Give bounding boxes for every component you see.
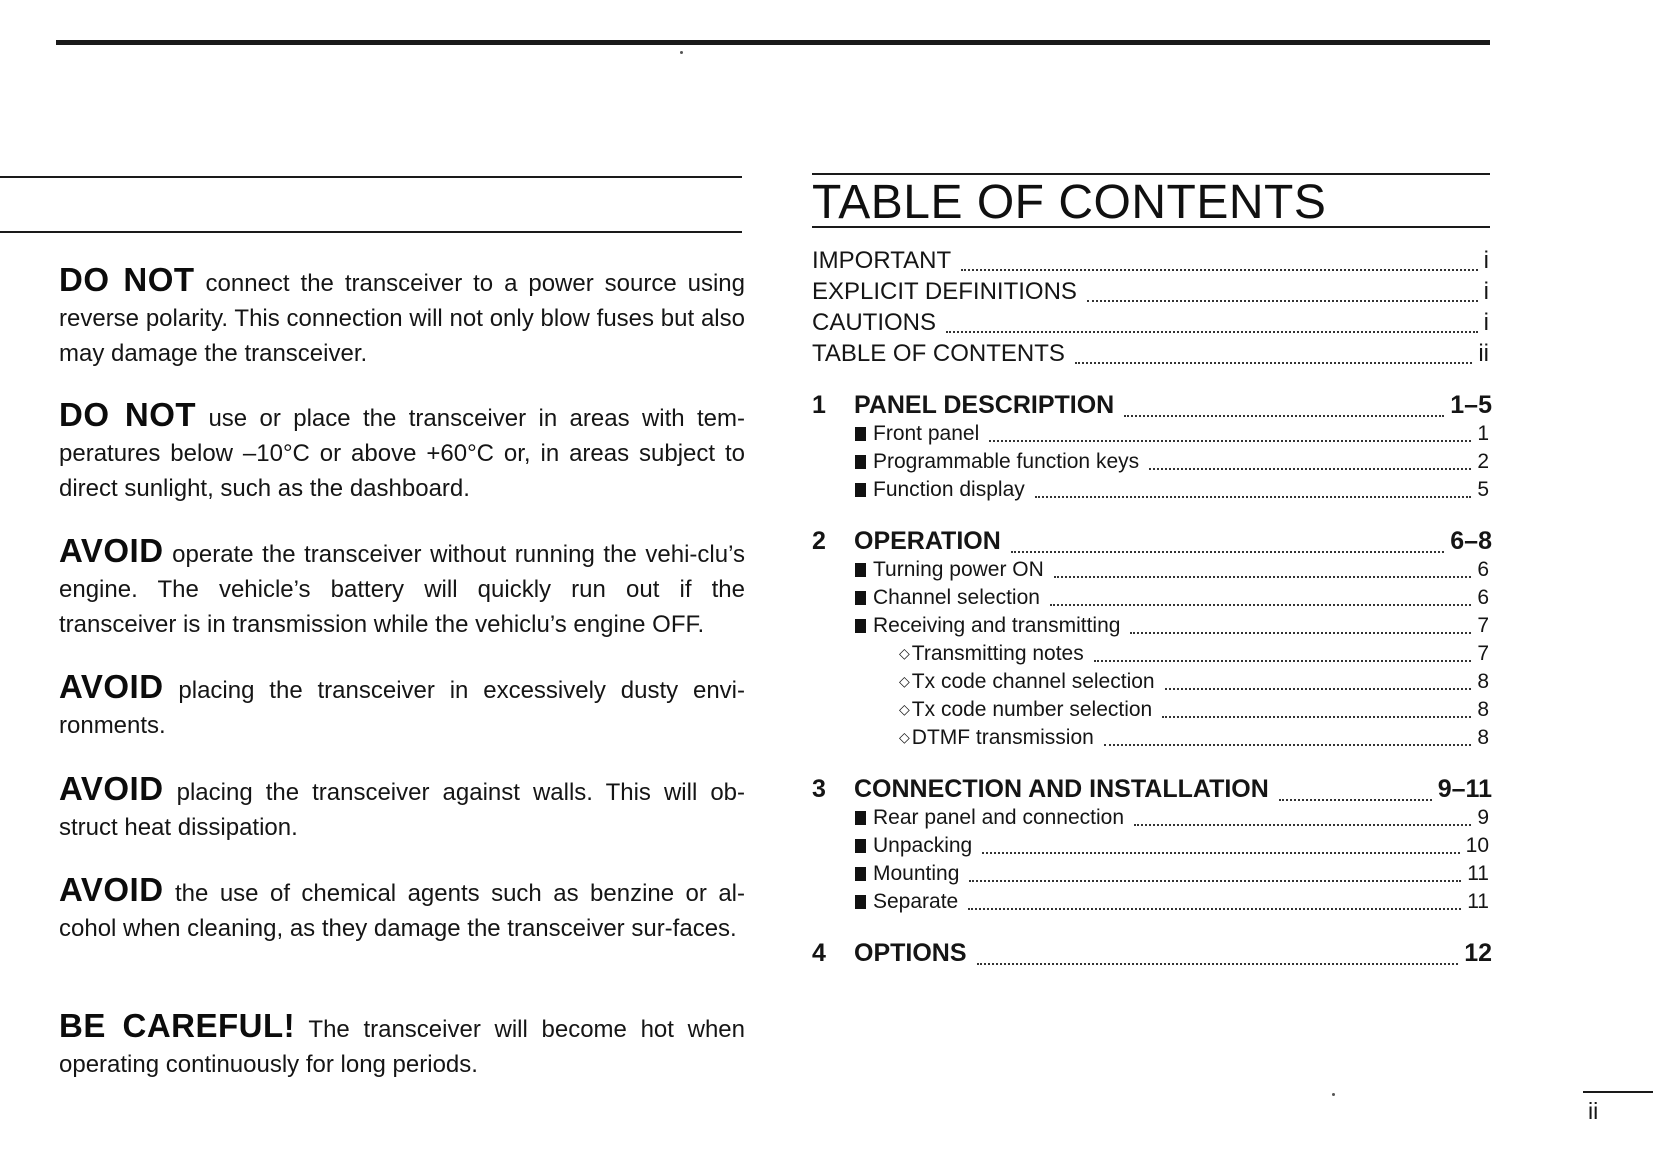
section-label: Unpacking bbox=[873, 834, 973, 857]
dot-leader bbox=[977, 963, 1459, 965]
caution-text: operate the transceiver without running the vehi-clu’s engine. The vehicle’s battery will quickly run out if the transceiver is in transmission while the vehiclu’s engine OFF. bbox=[59, 541, 745, 638]
section-label: Rear panel and connection bbox=[873, 806, 1125, 829]
toc-subsection[interactable] bbox=[899, 670, 1489, 696]
caution-text: the use of chemical agents such as benzine or al-cohol when cleaning, as they damage the transceiver sur-faces. bbox=[59, 880, 746, 942]
chapter-number: 1 bbox=[812, 391, 826, 419]
toc-entry-label: CAUTIONS bbox=[812, 309, 937, 336]
square-bullet-icon bbox=[855, 619, 866, 633]
section-page: 2 bbox=[1477, 450, 1489, 473]
dot-leader bbox=[1011, 551, 1445, 553]
toc-chapter[interactable] bbox=[812, 527, 1492, 559]
chapter-title: CONNECTION AND INSTALLATION bbox=[854, 775, 1269, 803]
toc-header-rule-top bbox=[812, 173, 1490, 175]
caution-text: The transceiver will become hot when operating continuously for long periods. bbox=[59, 1016, 745, 1078]
dot-leader bbox=[1162, 716, 1471, 718]
caution-text: placing the transceiver against walls. This will ob-struct heat dissipation. bbox=[59, 779, 745, 841]
dot-leader bbox=[969, 880, 1461, 882]
diamond-bullet-icon: ◇ bbox=[899, 673, 910, 689]
caution-text: placing the transceiver in excessively dusty envi-ronments. bbox=[59, 677, 745, 739]
caution-keyword: AVOID bbox=[59, 532, 164, 569]
dot-leader bbox=[961, 269, 1478, 271]
section-label: Front panel bbox=[873, 422, 980, 445]
dot-leader bbox=[989, 440, 1471, 442]
caution-text: connect the transceiver to a power source using reverse polarity. This connection will not only blow fuses but also may damage the transceiver. bbox=[59, 270, 745, 367]
page-number-rule bbox=[1583, 1091, 1653, 1093]
dot-leader bbox=[1165, 688, 1472, 690]
chapter-number: 4 bbox=[812, 939, 826, 967]
dot-leader bbox=[1035, 496, 1472, 498]
toc-chapter[interactable] bbox=[812, 391, 1492, 423]
left-header-rule-bottom bbox=[0, 231, 742, 233]
chapter-number: 3 bbox=[812, 775, 826, 803]
toc-subsection[interactable] bbox=[899, 726, 1489, 752]
section-label: Mounting bbox=[873, 862, 960, 885]
toc-entry[interactable] bbox=[812, 247, 1489, 277]
caution-keyword: AVOID bbox=[59, 668, 164, 705]
scan-speck bbox=[680, 51, 683, 54]
toc-entry[interactable] bbox=[812, 309, 1489, 339]
subsection-label: DTMF transmission bbox=[911, 726, 1094, 749]
page-number: ii bbox=[1588, 1098, 1599, 1124]
toc-entry-label: EXPLICIT DEFINITIONS bbox=[812, 278, 1077, 305]
caution-keyword: AVOID bbox=[59, 770, 164, 807]
toc-subsection[interactable] bbox=[899, 698, 1489, 724]
dot-leader bbox=[1134, 824, 1471, 826]
dot-leader bbox=[946, 331, 1478, 333]
dot-leader bbox=[1094, 660, 1472, 662]
toc-entry-page: i bbox=[1483, 309, 1489, 336]
section-page: 11 bbox=[1467, 890, 1489, 913]
caution-keyword: DO NOT bbox=[59, 396, 197, 433]
toc-entry-page: i bbox=[1483, 278, 1489, 305]
chapter-pages: 9–11 bbox=[1437, 775, 1492, 803]
section-page: 10 bbox=[1465, 834, 1489, 857]
toc-section[interactable] bbox=[855, 614, 1489, 640]
toc-chapter[interactable] bbox=[812, 939, 1492, 971]
section-page: 9 bbox=[1477, 806, 1489, 829]
chapter-pages: 1–5 bbox=[1450, 391, 1492, 419]
square-bullet-icon bbox=[855, 839, 866, 853]
diamond-bullet-icon: ◇ bbox=[899, 701, 910, 717]
square-bullet-icon bbox=[855, 455, 866, 469]
subsection-page: 7 bbox=[1477, 642, 1489, 665]
square-bullet-icon bbox=[855, 563, 866, 577]
section-label: Separate bbox=[873, 890, 959, 913]
toc-entry[interactable] bbox=[812, 340, 1489, 370]
left-header-rule-top bbox=[0, 176, 742, 178]
dot-leader bbox=[1050, 604, 1471, 606]
toc-section[interactable] bbox=[855, 806, 1489, 832]
toc-entry[interactable] bbox=[812, 278, 1489, 308]
dot-leader bbox=[1149, 468, 1471, 470]
dot-leader bbox=[1130, 632, 1471, 634]
square-bullet-icon bbox=[855, 483, 866, 497]
subsection-page: 8 bbox=[1477, 670, 1489, 693]
chapter-title: OPTIONS bbox=[854, 939, 967, 967]
toc-section[interactable] bbox=[855, 586, 1489, 612]
section-label: Function display bbox=[873, 478, 1025, 501]
dot-leader bbox=[982, 852, 1459, 854]
dot-leader bbox=[1087, 300, 1478, 302]
caution-item bbox=[59, 1008, 745, 1082]
dot-leader bbox=[1279, 799, 1432, 801]
section-page: 7 bbox=[1477, 614, 1489, 637]
subsection-label: Transmitting notes bbox=[911, 642, 1084, 665]
toc-chapter[interactable] bbox=[812, 775, 1492, 807]
square-bullet-icon bbox=[855, 427, 866, 441]
square-bullet-icon bbox=[855, 895, 866, 909]
chapter-pages: 12 bbox=[1464, 939, 1492, 967]
chapter-pages: 6–8 bbox=[1450, 527, 1492, 555]
caution-item bbox=[59, 533, 745, 642]
subsection-label: Tx code number selection bbox=[911, 698, 1153, 721]
section-label: Turning power ON bbox=[873, 558, 1044, 581]
toc-entry-page: ii bbox=[1478, 340, 1489, 367]
toc-section[interactable] bbox=[855, 834, 1489, 860]
dot-leader bbox=[968, 908, 1461, 910]
section-label: Channel selection bbox=[873, 586, 1040, 609]
scan-speck bbox=[1332, 1093, 1335, 1096]
toc-section[interactable] bbox=[855, 450, 1489, 476]
dot-leader bbox=[1075, 362, 1472, 364]
toc-section[interactable] bbox=[855, 558, 1489, 584]
caution-item bbox=[59, 669, 745, 743]
subsection-label: Tx code channel selection bbox=[911, 670, 1155, 693]
toc-entry-page: i bbox=[1483, 247, 1489, 274]
section-page: 11 bbox=[1467, 862, 1489, 885]
subsection-page: 8 bbox=[1477, 726, 1489, 749]
square-bullet-icon bbox=[855, 867, 866, 881]
subsection-page: 8 bbox=[1477, 698, 1489, 721]
section-page: 5 bbox=[1477, 478, 1489, 501]
caution-item bbox=[59, 771, 745, 845]
caution-keyword: DO NOT bbox=[59, 261, 195, 298]
dot-leader bbox=[1104, 744, 1472, 746]
caution-item bbox=[59, 872, 745, 946]
toc-title: TABLE OF CONTENTS bbox=[812, 176, 1327, 229]
toc-section[interactable] bbox=[855, 422, 1489, 448]
section-label: Programmable function keys bbox=[873, 450, 1140, 473]
toc-subsection[interactable] bbox=[899, 642, 1489, 668]
caution-text: use or place the transceiver in areas with tem-peratures below –10°C or above +60°C or, in areas subject to direct sunlight, such as the dashboard. bbox=[59, 405, 746, 502]
section-label: Receiving and transmitting bbox=[873, 614, 1121, 637]
toc-section[interactable] bbox=[855, 890, 1489, 916]
section-page: 6 bbox=[1477, 558, 1489, 581]
section-page: 6 bbox=[1477, 586, 1489, 609]
dot-leader bbox=[1054, 576, 1472, 578]
square-bullet-icon bbox=[855, 591, 866, 605]
chapter-title: OPERATION bbox=[854, 527, 1001, 555]
diamond-bullet-icon: ◇ bbox=[899, 729, 910, 745]
chapter-number: 2 bbox=[812, 527, 826, 555]
toc-entry-label: IMPORTANT bbox=[812, 247, 952, 274]
square-bullet-icon bbox=[855, 811, 866, 825]
dot-leader bbox=[1124, 415, 1444, 417]
caution-keyword: BE CAREFUL! bbox=[59, 1007, 296, 1044]
caution-item bbox=[59, 397, 745, 506]
toc-section[interactable] bbox=[855, 862, 1489, 888]
caution-item bbox=[59, 262, 745, 371]
toc-section[interactable] bbox=[855, 478, 1489, 504]
section-page: 1 bbox=[1477, 422, 1489, 445]
top-rule bbox=[56, 40, 1490, 45]
toc-entry-label: TABLE OF CONTENTS bbox=[812, 340, 1065, 367]
diamond-bullet-icon: ◇ bbox=[899, 645, 910, 661]
caution-keyword: AVOID bbox=[59, 871, 164, 908]
chapter-title: PANEL DESCRIPTION bbox=[854, 391, 1115, 419]
